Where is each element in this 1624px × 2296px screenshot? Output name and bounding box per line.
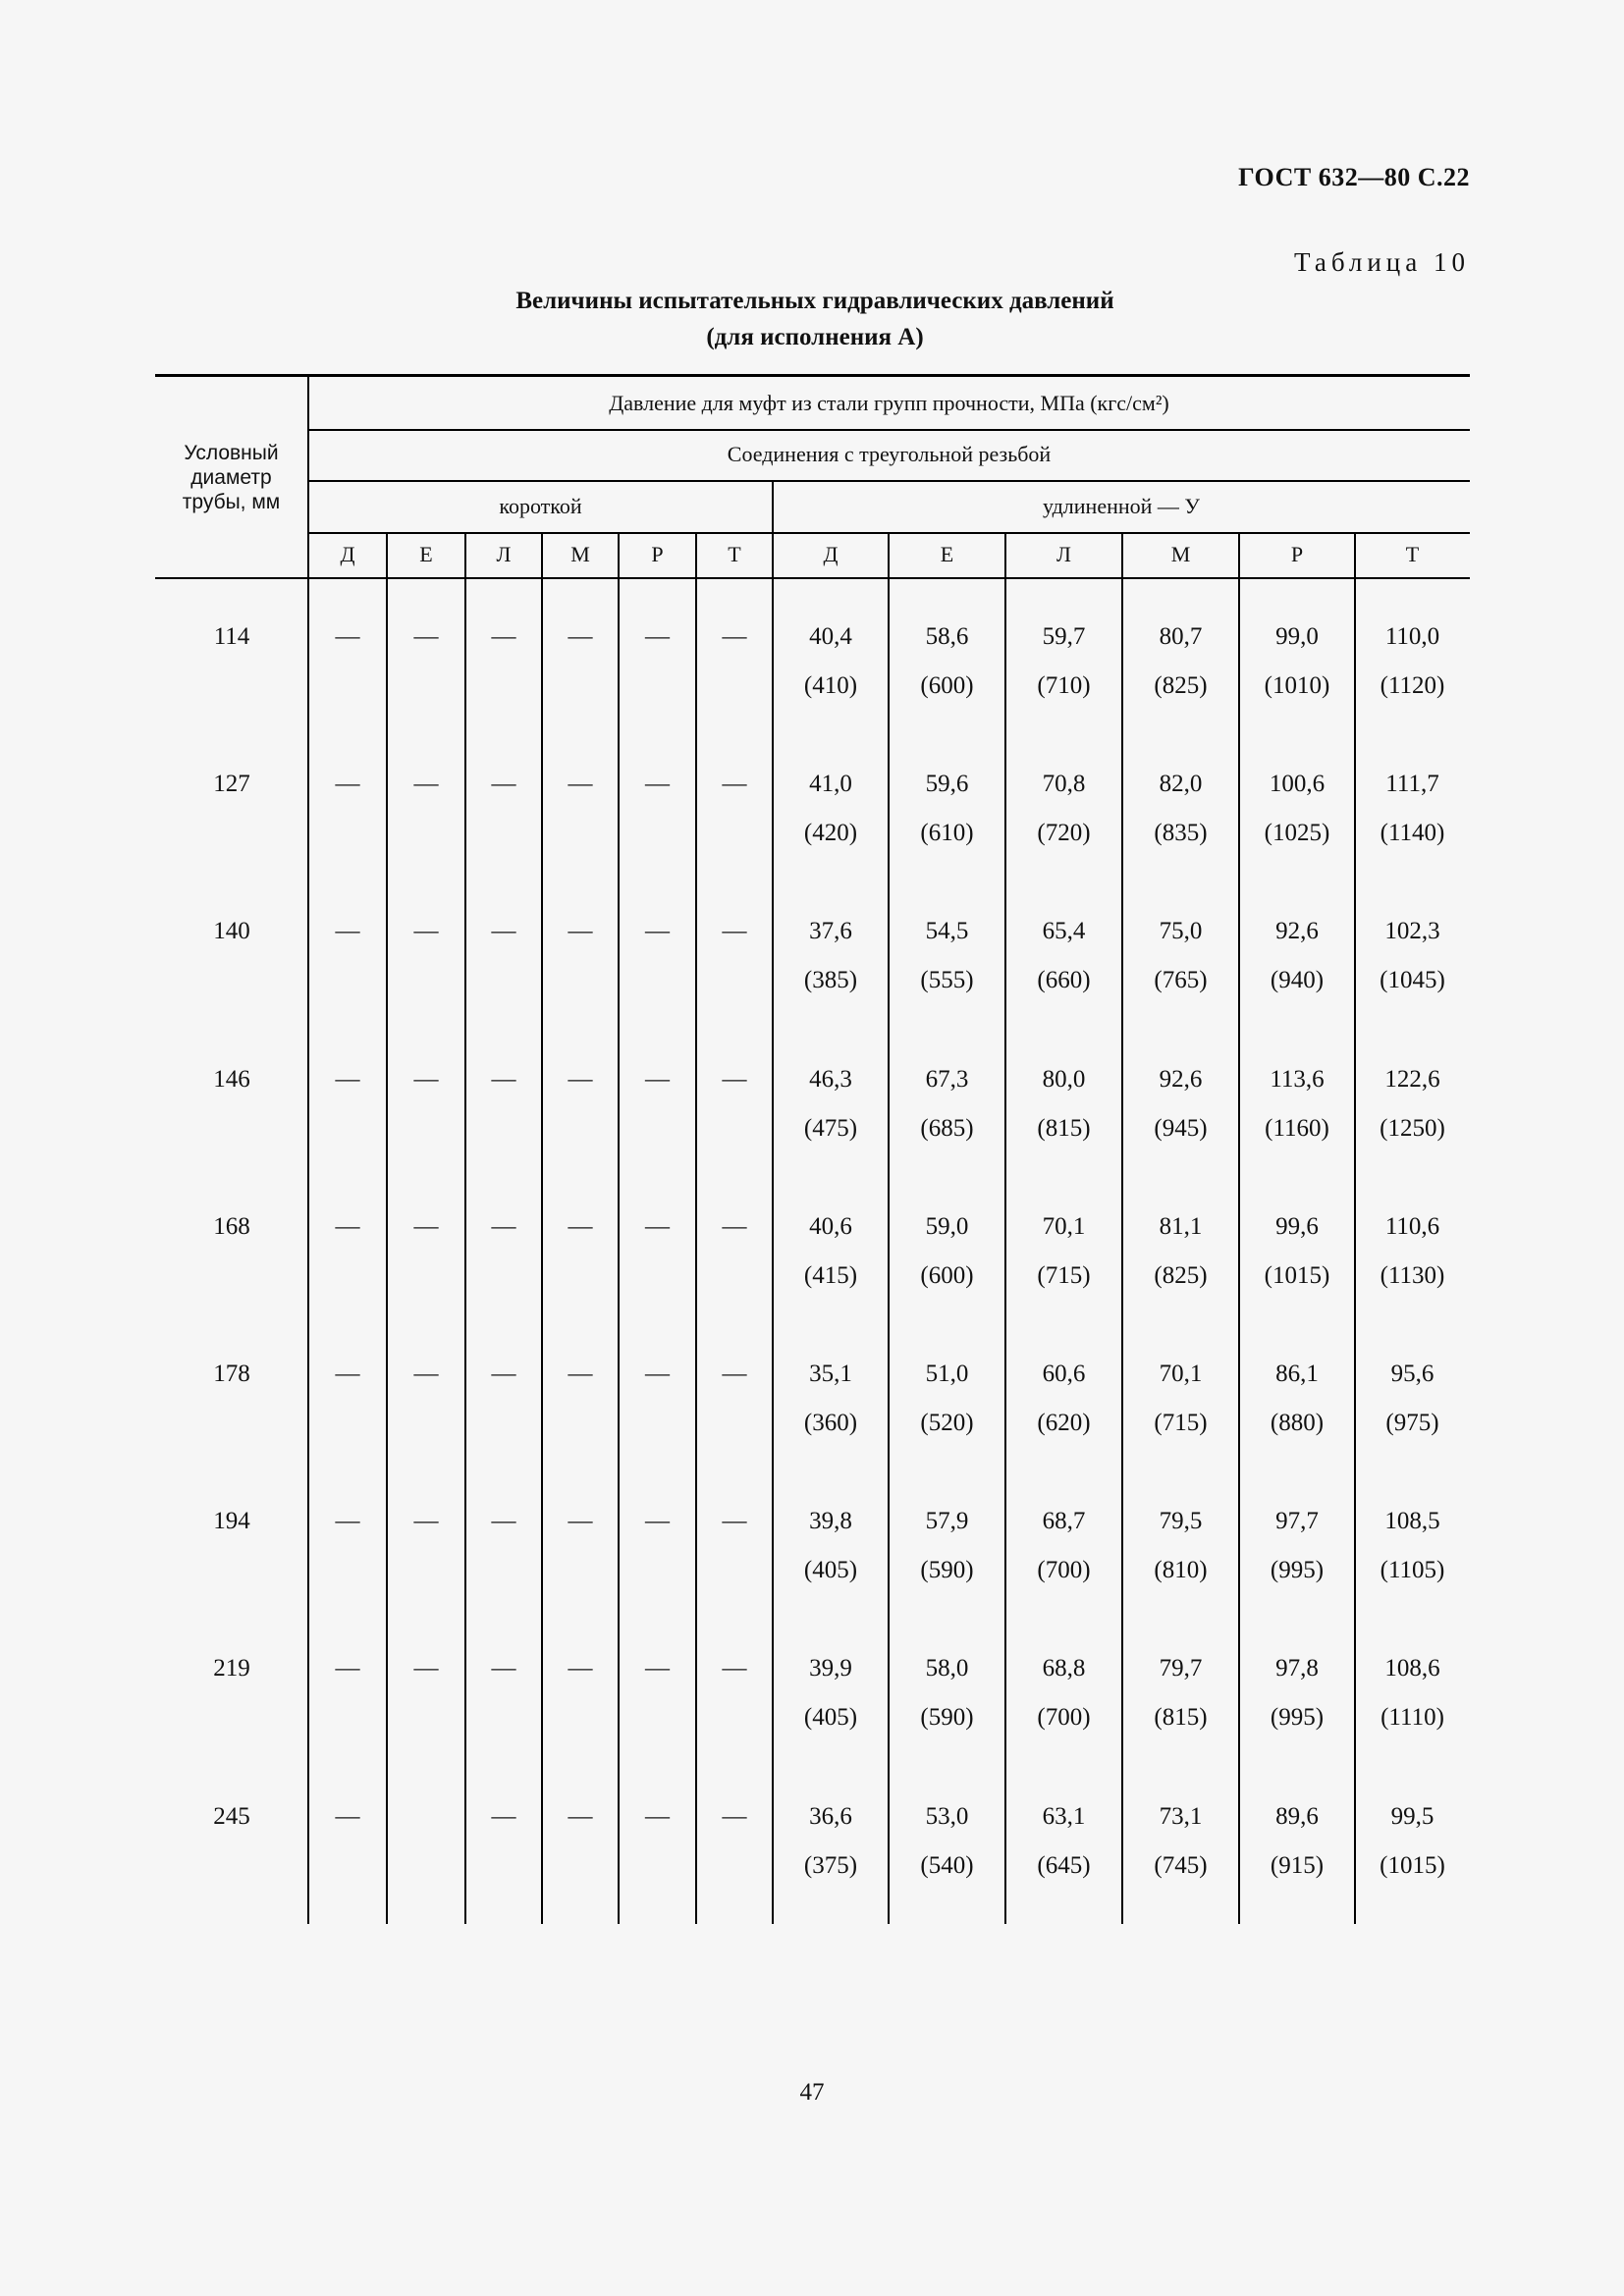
pressure-kgf: (590) — [920, 1704, 974, 1732]
pressure-kgf: (1015) — [1264, 1261, 1330, 1289]
pressure-kgf: (720) — [1037, 820, 1091, 847]
short-thread-cell: — — [335, 1655, 360, 1682]
long-thread-cell — [1239, 613, 1355, 711]
diameter-cell: 146 — [213, 1065, 250, 1093]
long-thread-cell — [1122, 760, 1239, 858]
long-thread-cell — [1005, 1202, 1122, 1301]
group-header-short: короткой — [499, 493, 582, 518]
pressure-mpa: 80,0 — [1042, 1065, 1086, 1093]
long-thread-cell — [773, 760, 889, 858]
pressure-mpa: 40,4 — [809, 623, 852, 650]
short-thread-cell: — — [491, 918, 516, 945]
short-thread-cell: — — [413, 1212, 439, 1240]
long-thread-cell — [1239, 1644, 1355, 1742]
long-thread-cell — [1122, 613, 1239, 711]
long-thread-cell — [1005, 613, 1122, 711]
pressure-kgf: (1045) — [1380, 967, 1445, 994]
pressure-mpa: 92,6 — [1275, 918, 1319, 945]
pressure-mpa: 95,6 — [1390, 1361, 1435, 1387]
pressure-kgf: (405) — [803, 1557, 858, 1584]
pressure-mpa: 108,6 — [1384, 1655, 1440, 1682]
short-thread-cell: — — [645, 1655, 670, 1682]
long-thread-cell — [889, 1202, 1005, 1301]
long-thread-cell — [1355, 907, 1470, 1005]
short-thread-cell: — — [645, 1212, 670, 1240]
group-header-long: удлиненной — У — [1043, 493, 1200, 518]
long-thread-cell — [1122, 1792, 1239, 1891]
short-thread-cell: — — [335, 918, 360, 945]
short-thread-cell: — — [722, 1212, 747, 1240]
long-thread-cell — [1355, 1644, 1470, 1742]
stub-header-line: диаметр — [190, 465, 272, 489]
short-thread-cell: — — [722, 623, 747, 650]
column-header-strength-group: Л — [1056, 542, 1071, 566]
short-thread-cell: — — [413, 1361, 439, 1387]
short-thread-cell: — — [413, 1655, 439, 1682]
pressure-mpa: 53,0 — [925, 1802, 969, 1830]
diameter-cell: 127 — [213, 771, 250, 798]
short-thread-cell: — — [335, 771, 360, 798]
long-thread-cell — [773, 1202, 889, 1301]
pressure-kgf: (700) — [1037, 1704, 1091, 1732]
diameter-cell: 194 — [213, 1508, 250, 1535]
pressure-mpa: 54,5 — [925, 918, 969, 945]
short-thread-cell: — — [645, 771, 670, 798]
short-thread-cell: — — [491, 1802, 516, 1830]
short-thread-cell: — — [568, 1802, 593, 1830]
short-thread-cell: — — [413, 623, 439, 650]
pressure-mpa: 68,8 — [1042, 1655, 1086, 1682]
pressure-mpa: 35,1 — [809, 1361, 852, 1387]
short-thread-cell: — — [568, 623, 593, 650]
short-thread-cell: — — [491, 1212, 516, 1240]
diameter-cell: 178 — [213, 1361, 250, 1387]
pressure-mpa: 79,7 — [1159, 1655, 1203, 1682]
pressure-kgf: (555) — [920, 967, 974, 994]
pressure-mpa: 59,7 — [1042, 623, 1086, 650]
stub-header-line: трубы, мм — [182, 490, 281, 513]
long-thread-cell — [889, 1497, 1005, 1595]
short-thread-cell: — — [722, 1655, 747, 1682]
column-header-strength-group: Е — [419, 542, 433, 566]
pressure-kgf: (765) — [1154, 967, 1208, 994]
stub-header-line: Условный — [184, 441, 279, 464]
pressure-kgf: (540) — [920, 1851, 974, 1879]
long-thread-cell — [773, 1644, 889, 1742]
long-thread-cell — [889, 1055, 1005, 1153]
long-thread-cell — [1005, 1792, 1122, 1891]
pressure-kgf: (360) — [803, 1410, 858, 1436]
pressure-kgf: (715) — [1154, 1410, 1208, 1436]
diameter-cell: 140 — [213, 918, 250, 945]
pressure-mpa: 99,5 — [1390, 1802, 1435, 1830]
pressure-mpa: 39,8 — [809, 1508, 852, 1535]
short-thread-cell: — — [491, 1361, 516, 1387]
pressure-mpa: 97,7 — [1275, 1508, 1319, 1535]
pressure-mpa: 80,7 — [1159, 623, 1203, 650]
short-thread-cell: — — [645, 1802, 670, 1830]
long-thread-cell — [1355, 1497, 1470, 1595]
short-thread-cell: — — [722, 1508, 747, 1535]
pressure-kgf: (995) — [1270, 1704, 1325, 1732]
long-thread-cell — [1122, 907, 1239, 1005]
short-thread-cell: — — [645, 1508, 670, 1535]
short-thread-cell: — — [722, 771, 747, 798]
pressure-kgf: (810) — [1154, 1557, 1208, 1584]
table-title — [422, 283, 1208, 355]
long-thread-cell — [773, 613, 889, 711]
short-thread-cell: — — [491, 1508, 516, 1535]
long-thread-cell — [1005, 907, 1122, 1005]
long-thread-cell — [1005, 1350, 1122, 1448]
pressure-kgf: (940) — [1270, 967, 1325, 994]
short-thread-cell: — — [568, 1065, 593, 1093]
long-thread-cell — [1005, 760, 1122, 858]
document-reference: ГОСТ 632—80 С.22 — [1238, 163, 1470, 191]
column-header-strength-group: Р — [651, 542, 664, 566]
long-thread-cell — [889, 760, 1005, 858]
long-thread-cell — [1005, 1055, 1122, 1153]
pressure-kgf: (405) — [803, 1704, 858, 1732]
pressure-kgf: (825) — [1154, 672, 1208, 699]
long-thread-cell — [1355, 1202, 1470, 1301]
pressure-kgf: (880) — [1270, 1410, 1325, 1436]
long-thread-cell — [1355, 1055, 1470, 1153]
short-thread-cell: — — [645, 1065, 670, 1093]
long-thread-cell — [1355, 1792, 1470, 1891]
pressure-mpa: 111,7 — [1385, 771, 1439, 798]
pressure-mpa: 79,5 — [1159, 1508, 1203, 1535]
pressure-mpa: 68,7 — [1042, 1508, 1086, 1535]
long-thread-cell — [1239, 907, 1355, 1005]
connection-header: Соединения с треугольной резьбой — [727, 442, 1052, 466]
pressure-mpa: 81,1 — [1159, 1212, 1203, 1240]
long-thread-cell — [773, 907, 889, 1005]
table-title-line-1: Величины испытательных гидравлических давлений — [515, 288, 1114, 314]
pressure-mpa: 92,6 — [1159, 1065, 1203, 1093]
pressure-mpa: 100,6 — [1269, 771, 1326, 798]
long-thread-cell — [1122, 1202, 1239, 1301]
diameter-cell: 168 — [213, 1212, 250, 1240]
table-label: Таблица 10 — [1294, 247, 1470, 277]
short-thread-cell: — — [491, 1655, 516, 1682]
short-thread-cell: — — [413, 771, 439, 798]
pressure-kgf: (590) — [920, 1557, 974, 1584]
short-thread-cell: — — [568, 1508, 593, 1535]
pressure-kgf: (685) — [920, 1114, 974, 1142]
pressure-mpa: 70,1 — [1159, 1361, 1203, 1387]
pressure-kgf: (1110) — [1380, 1704, 1444, 1732]
pressure-mpa: 70,8 — [1042, 771, 1086, 798]
long-thread-cell — [1239, 1497, 1355, 1595]
short-thread-cell: — — [568, 1212, 593, 1240]
pressure-kgf: (600) — [920, 672, 974, 699]
pressure-mpa: 41,0 — [809, 771, 852, 798]
table-header-bottom-rule — [155, 577, 1470, 579]
diameter-cell: 219 — [213, 1655, 250, 1682]
pressure-mpa: 59,6 — [925, 771, 969, 798]
long-thread-cell — [1355, 1350, 1470, 1448]
long-thread-cell — [889, 1644, 1005, 1742]
column-header-strength-group: Л — [496, 542, 512, 566]
pressure-mpa: 70,1 — [1042, 1212, 1086, 1240]
pressure-kgf: (610) — [920, 820, 974, 847]
pressure-mpa: 65,4 — [1042, 918, 1086, 945]
short-thread-cell: — — [491, 623, 516, 650]
short-thread-cell: — — [722, 918, 747, 945]
column-header-strength-group: М — [570, 542, 590, 566]
pressure-kgf: (1250) — [1380, 1114, 1445, 1142]
pressure-kgf: (520) — [920, 1410, 974, 1436]
long-thread-cell — [1355, 613, 1470, 711]
short-thread-cell: — — [568, 771, 593, 798]
pressure-mpa: 99,6 — [1275, 1212, 1319, 1240]
long-thread-cell — [889, 1350, 1005, 1448]
pressure-mpa: 40,6 — [809, 1212, 852, 1240]
short-thread-cell: — — [335, 1065, 360, 1093]
pressure-mpa: 37,6 — [809, 918, 852, 945]
pressure-kgf: (475) — [803, 1114, 858, 1142]
page-number: 47 — [799, 2079, 825, 2106]
pressure-kgf: (715) — [1037, 1261, 1091, 1289]
pressure-kgf: (815) — [1037, 1114, 1091, 1142]
pressure-kgf: (825) — [1154, 1261, 1208, 1289]
diameter-cell: 245 — [213, 1802, 250, 1830]
pressure-mpa: 59,0 — [925, 1212, 969, 1240]
long-thread-cell — [889, 1792, 1005, 1891]
long-thread-cell — [1239, 1792, 1355, 1891]
pressure-kgf: (420) — [803, 820, 858, 847]
long-thread-cell — [889, 613, 1005, 711]
long-thread-cell — [1005, 1644, 1122, 1742]
pressure-kgf: (1130) — [1380, 1261, 1445, 1289]
pressure-kgf: (1015) — [1380, 1851, 1445, 1879]
column-header-strength-group: Д — [340, 542, 355, 566]
long-thread-cell — [1239, 1055, 1355, 1153]
pressure-mpa: 89,6 — [1275, 1802, 1319, 1830]
pressure-kgf: (415) — [803, 1261, 858, 1289]
pressure-table — [155, 374, 1470, 1924]
pressure-mpa: 67,3 — [925, 1065, 969, 1093]
column-header-strength-group: Р — [1290, 542, 1304, 566]
stub-header — [155, 377, 307, 577]
pressure-kgf: (600) — [920, 1261, 974, 1289]
short-thread-cell: — — [335, 623, 360, 650]
pressure-mpa: 102,3 — [1384, 918, 1440, 945]
pressure-kgf: (1105) — [1380, 1557, 1445, 1584]
pressure-mpa: 73,1 — [1159, 1802, 1203, 1830]
pressure-mpa: 60,6 — [1042, 1361, 1086, 1387]
pressure-mpa: 122,6 — [1384, 1065, 1440, 1093]
short-thread-cell: — — [722, 1802, 747, 1830]
pressure-kgf: (995) — [1270, 1557, 1325, 1584]
pressure-mpa: 46,3 — [809, 1065, 852, 1093]
pressure-kgf: (1010) — [1264, 672, 1330, 699]
short-thread-cell: — — [491, 1065, 516, 1093]
long-thread-cell — [1122, 1055, 1239, 1153]
pressure-kgf: (375) — [803, 1851, 858, 1879]
pressure-kgf: (745) — [1154, 1851, 1208, 1879]
pressure-mpa: 58,0 — [925, 1655, 969, 1682]
pressure-mpa: 110,0 — [1384, 623, 1440, 650]
pressure-kgf: (620) — [1037, 1410, 1091, 1436]
pressure-mpa: 58,6 — [925, 623, 969, 650]
pressure-kgf: (645) — [1037, 1851, 1091, 1879]
short-thread-cell: — — [335, 1802, 360, 1830]
pressure-mpa: 36,6 — [809, 1802, 852, 1830]
pressure-kgf: (975) — [1385, 1410, 1439, 1436]
long-thread-cell — [773, 1055, 889, 1153]
pressure-kgf: (385) — [803, 967, 858, 994]
pressure-kgf: (815) — [1154, 1704, 1208, 1732]
pressure-mpa: 82,0 — [1159, 771, 1203, 798]
pressure-mpa: 110,6 — [1384, 1212, 1440, 1240]
long-thread-cell — [773, 1497, 889, 1595]
short-thread-cell: — — [568, 918, 593, 945]
long-thread-cell — [773, 1792, 889, 1891]
short-thread-cell: — — [491, 771, 516, 798]
pressure-mpa: 51,0 — [925, 1361, 969, 1387]
pressure-mpa: 39,9 — [809, 1655, 852, 1682]
pressure-header: Давление для муфт из стали групп прочности, МПа (кгс/см²) — [609, 390, 1169, 415]
pressure-kgf: (1025) — [1264, 820, 1330, 847]
pressure-kgf: (710) — [1037, 672, 1091, 699]
column-header-strength-group: Д — [823, 542, 839, 566]
column-header-strength-group: Е — [940, 542, 954, 566]
long-thread-cell — [1239, 1350, 1355, 1448]
diameter-cell: 114 — [213, 623, 250, 650]
long-thread-cell — [1239, 760, 1355, 858]
pressure-mpa: 99,0 — [1275, 623, 1319, 650]
pressure-kgf: (945) — [1154, 1114, 1208, 1142]
long-thread-cell — [1122, 1644, 1239, 1742]
column-header-strength-group: М — [1170, 542, 1191, 566]
short-thread-cell: — — [335, 1361, 360, 1387]
long-thread-cell — [1005, 1497, 1122, 1595]
short-thread-cell: — — [568, 1361, 593, 1387]
pressure-mpa: 57,9 — [925, 1508, 969, 1535]
short-thread-cell: — — [645, 623, 670, 650]
short-thread-cell: — — [645, 1361, 670, 1387]
pressure-kgf: (915) — [1270, 1851, 1325, 1879]
short-thread-cell: — — [413, 1508, 439, 1535]
short-thread-cell: — — [335, 1508, 360, 1535]
long-thread-cell — [1122, 1350, 1239, 1448]
pressure-kgf: (1160) — [1265, 1114, 1329, 1142]
short-thread-cell: — — [335, 1212, 360, 1240]
short-thread-cell: — — [722, 1361, 747, 1387]
short-thread-cell: — — [568, 1655, 593, 1682]
column-header-strength-group: Т — [728, 542, 741, 566]
pressure-kgf: (1120) — [1380, 672, 1445, 699]
pressure-kgf: (1140) — [1380, 820, 1445, 847]
pressure-kgf: (660) — [1037, 967, 1091, 994]
pressure-mpa: 113,6 — [1270, 1065, 1325, 1093]
pressure-mpa: 86,1 — [1275, 1361, 1319, 1387]
long-thread-cell — [1355, 760, 1470, 858]
table-title-line-2: (для исполнения А) — [706, 324, 924, 350]
pressure-kgf: (700) — [1037, 1557, 1091, 1584]
long-thread-cell — [1122, 1497, 1239, 1595]
long-thread-cell — [889, 907, 1005, 1005]
pressure-mpa: 97,8 — [1275, 1655, 1319, 1682]
pressure-kgf: (835) — [1154, 820, 1208, 847]
long-thread-cell — [773, 1350, 889, 1448]
long-thread-cell — [1239, 1202, 1355, 1301]
column-header-strength-group: Т — [1405, 542, 1420, 566]
short-thread-cell: — — [413, 918, 439, 945]
pressure-mpa: 63,1 — [1042, 1802, 1086, 1830]
short-thread-cell: — — [722, 1065, 747, 1093]
short-thread-cell: — — [413, 1065, 439, 1093]
pressure-mpa: 75,0 — [1159, 918, 1203, 945]
pressure-kgf: (410) — [803, 672, 858, 699]
pressure-mpa: 108,5 — [1384, 1508, 1440, 1535]
short-thread-cell: — — [645, 918, 670, 945]
